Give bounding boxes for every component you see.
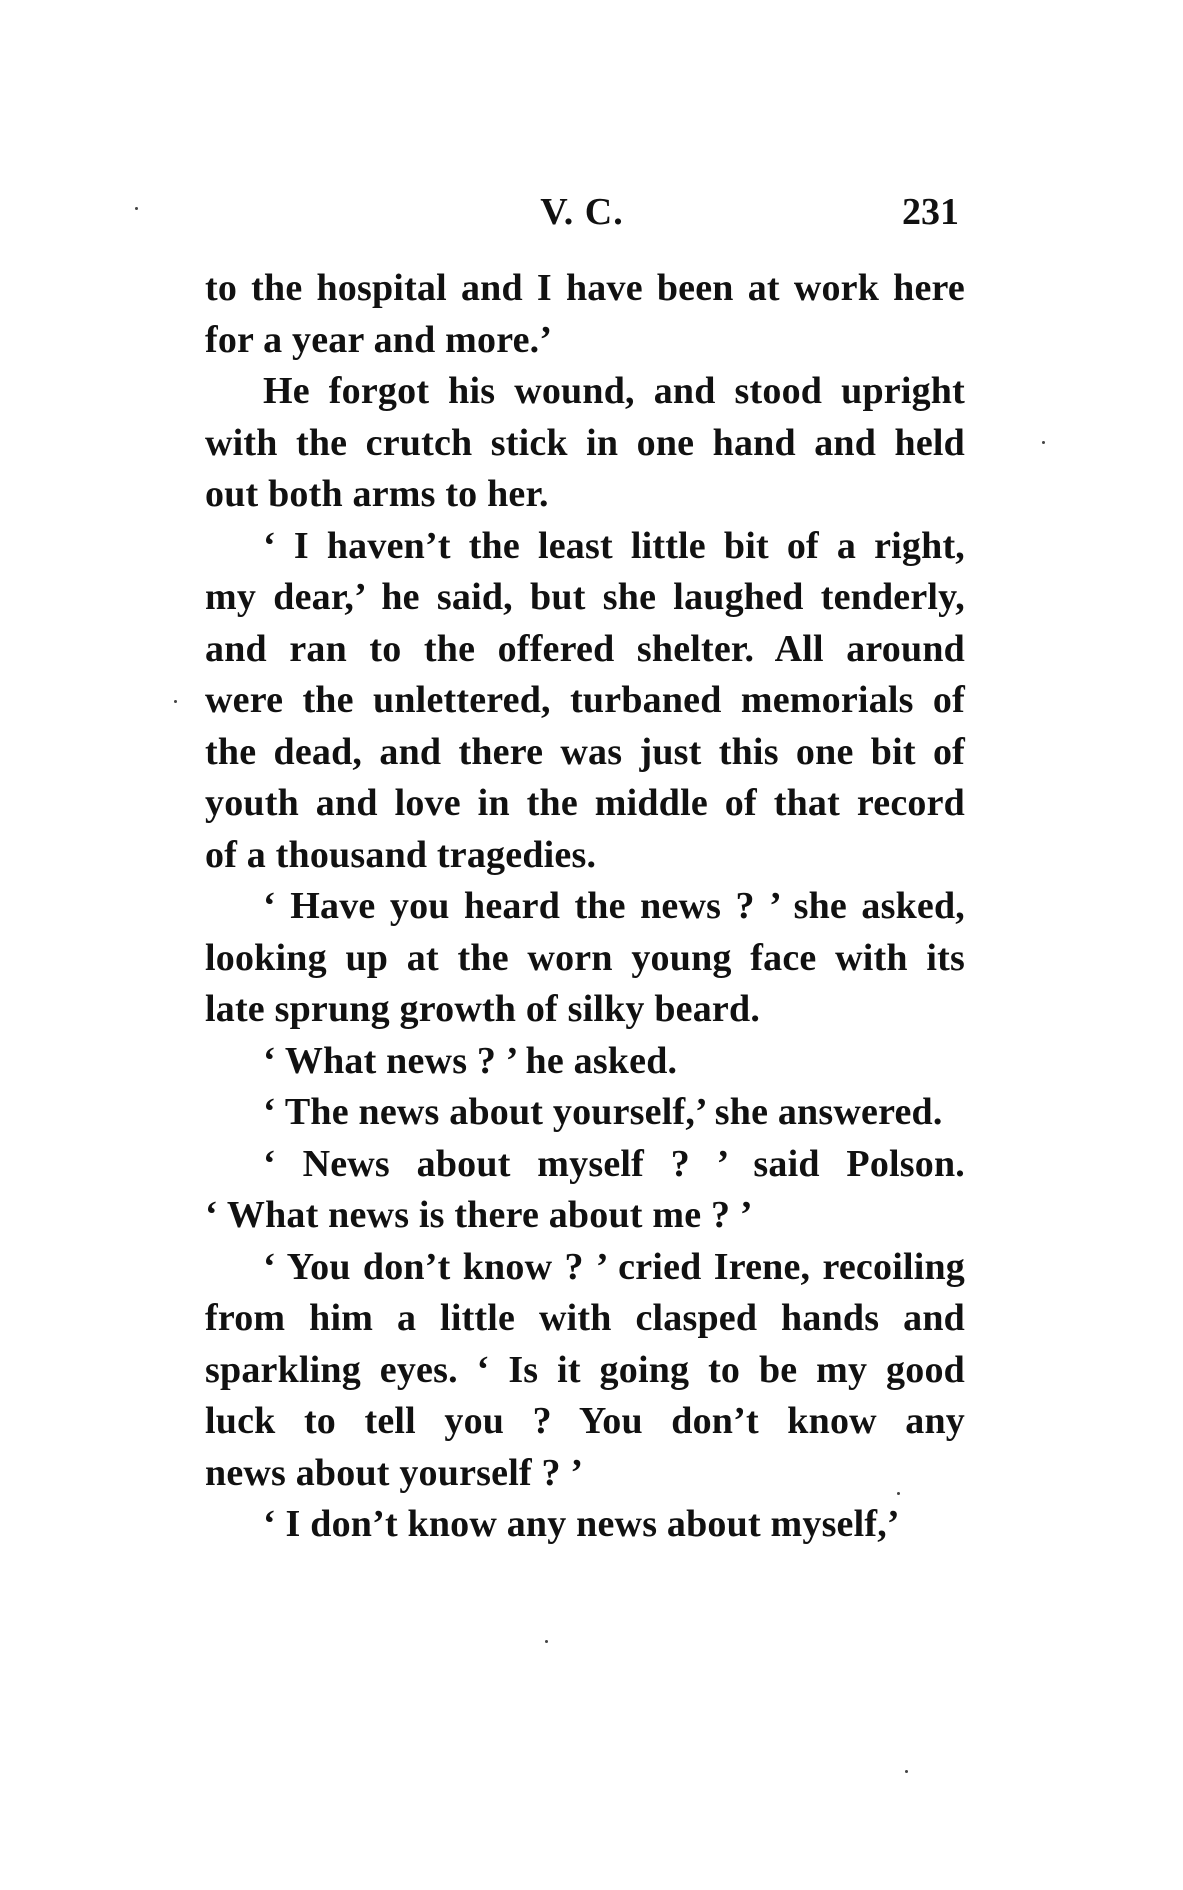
text-line: late sprung growth of silky beard. [205, 988, 761, 1030]
running-title: V. C. [540, 191, 624, 233]
body-text [205, 263, 965, 1551]
text-line: with the crutch stick in one hand and held [205, 421, 965, 464]
text-line: ‘ Have you heard the news ? ’ she asked, [263, 885, 965, 927]
text-line: youth and love in the middle of that record [205, 782, 965, 824]
text-line: sparkling eyes. ‘ Is it going to be my good [205, 1348, 965, 1391]
text-line: ‘ What news is there about me ? ’ [205, 1194, 753, 1236]
text-line: my dear,’ he said, but she laughed tenderly, [205, 576, 965, 618]
scan-speck [135, 207, 138, 210]
text-line: ‘ News about myself ? ’ said Polson. [263, 1142, 965, 1185]
scan-speck [1042, 441, 1045, 444]
text-line: ‘ I haven’t the least little bit of a right, [263, 524, 965, 567]
text-line: for a year and more.’ [205, 318, 553, 361]
scan-speck [545, 1640, 548, 1643]
text-line: were the unlettered, turbaned memorials of [205, 679, 965, 721]
scan-speck [905, 1770, 908, 1773]
text-line: the dead, and there was just this one bit of [205, 730, 965, 773]
text-line: to the hospital and I have been at work here [205, 267, 965, 309]
text-line: looking up at the worn young face with its [205, 936, 965, 979]
text-line: of a thousand tragedies. [205, 833, 597, 876]
running-head [205, 190, 959, 238]
text-line: out both arms to her. [205, 473, 549, 515]
text-line: He forgot his wound, and stood upright [263, 370, 965, 412]
text-line: from him a little with clasped hands and [205, 1297, 965, 1339]
scan-speck [897, 1492, 900, 1495]
text-line: news about yourself ? ’ [205, 1451, 584, 1494]
text-line: ‘ I don’t know any news about myself,’ [263, 1503, 900, 1545]
page-number: 231 [902, 191, 959, 233]
scan-speck [174, 700, 177, 703]
text-line: ‘ The news about yourself,’ she answered. [263, 1091, 943, 1133]
text-line: ‘ You don’t know ? ’ cried Irene, recoiling [263, 1245, 965, 1288]
text-line: luck to tell you ? You don’t know any [205, 1400, 965, 1442]
text-line: ‘ What news ? ’ he asked. [263, 1039, 678, 1082]
text-line: and ran to the offered shelter. All around [205, 627, 965, 670]
